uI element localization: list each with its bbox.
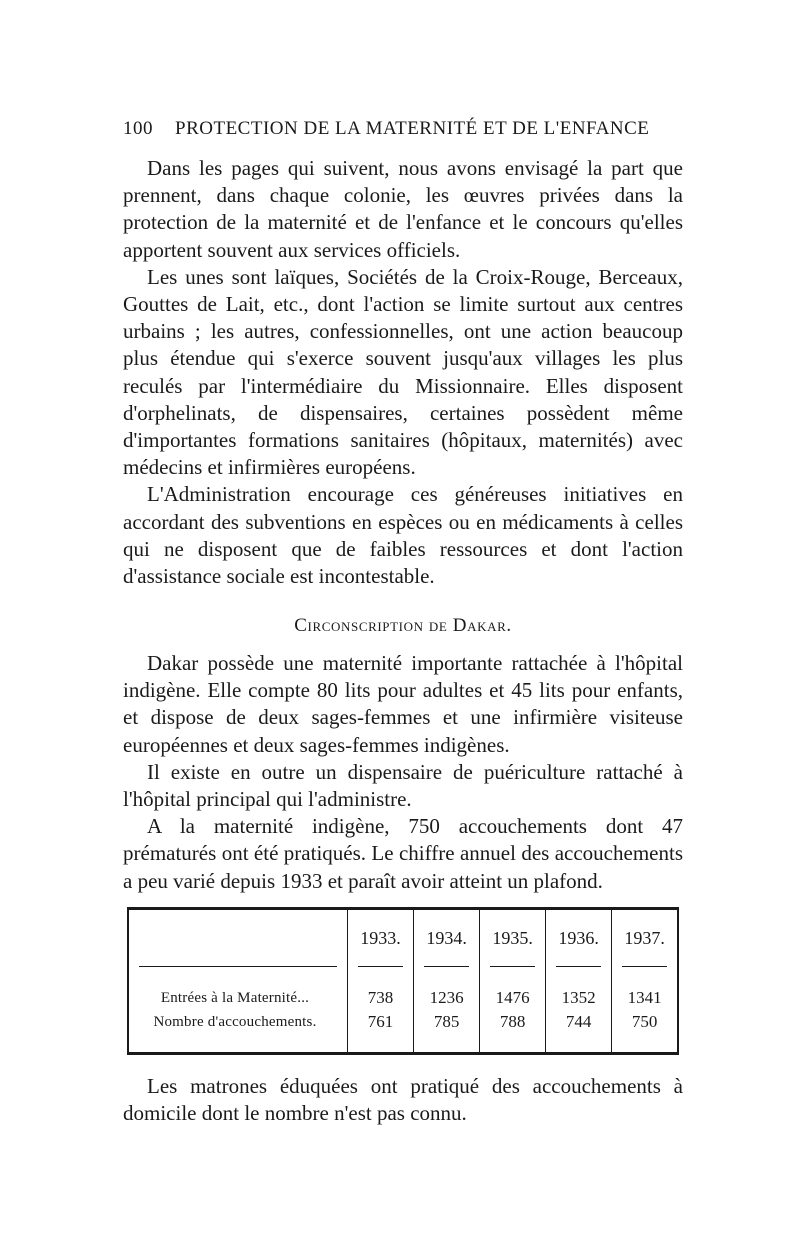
- table-cell: 1341: [612, 986, 677, 1010]
- year-header: 1933.: [348, 910, 414, 966]
- dakar-text: [123, 650, 683, 895]
- table-cell: 738: [348, 986, 414, 1010]
- year-header: 1935.: [480, 910, 546, 966]
- row-label: Nombre d'accouchements.: [153, 1013, 317, 1030]
- paragraph: Dakar possède une maternité importante rattachée à l'hôpital indigène. Elle compte 80 lits pour adultes et 45 lits pour enfants, et dispose de deux sages-femmes et une infirmière visiteuse européennes et deux sages-femmes indigènes.: [123, 651, 683, 757]
- row-label: Entrées à la Maternité...: [160, 989, 310, 1006]
- running-title: PROTECTION DE LA MATERNITÉ ET DE L'ENFANCE: [175, 118, 650, 139]
- year-header: 1936.: [546, 910, 612, 966]
- paragraph: Les matrones éduquées ont pratiqué des accouchements à domicile dont le nombre n'est pas connu.: [123, 1074, 683, 1126]
- table-cell: 1476: [480, 986, 546, 1010]
- table-cell: 1236: [414, 986, 480, 1010]
- paragraph: Les unes sont laïques, Sociétés de la Croix-Rouge, Berceaux, Gouttes de Lait, etc., dont l'action se limite surtout aux centres urbains ; les autres, confessionnelles, ont une action beaucoup plus étendue qui s'exerce souvent jusqu'aux villages les plus reculés par l'intermédiaire du Missionnaire. Elles disposent d'orphelinats, de dispensaires, certaines possèdent même d'importantes formations sanitaires (hôpitaux, maternités) avec médecins et infirmières européens.: [123, 264, 683, 480]
- table-cell: 750: [612, 1010, 677, 1034]
- table-header-row: [129, 910, 677, 966]
- running-header: [123, 118, 683, 140]
- table-cell: 785: [414, 1010, 480, 1034]
- closing-text: [123, 1073, 683, 1127]
- table-row: [129, 1010, 677, 1034]
- intro-text: [123, 155, 683, 590]
- empty-corner-cell: [129, 910, 348, 966]
- table-cell: 1352: [546, 986, 612, 1010]
- year-header: 1934.: [414, 910, 480, 966]
- statistics-table: [127, 907, 679, 1055]
- table-cell: 788: [480, 1010, 546, 1034]
- paragraph: Dans les pages qui suivent, nous avons envisagé la part que prennent, dans chaque colonie, les œuvres privées dans la protection de la maternité et de l'enfance et le concours qu'elles apportent souvent aux services officiels.: [123, 156, 683, 262]
- page-number: 100: [123, 118, 153, 139]
- table-cell: 761: [348, 1010, 414, 1034]
- table-row: [129, 986, 677, 1010]
- year-header: 1937.: [612, 910, 677, 966]
- table-cell: 744: [546, 1010, 612, 1034]
- paragraph: Il existe en outre un dispensaire de puériculture rattaché à l'hôpital principal qui l'administre.: [123, 759, 683, 812]
- section-heading: Circonscription de Dakar.: [294, 615, 512, 636]
- paragraph: A la maternité indigène, 750 accouchements dont 47 prématurés ont été pratiqués. Le chiffre annuel des accouchements a peu varié depuis 1933 et paraît avoir atteint un plafond.: [123, 814, 683, 893]
- paragraph: L'Administration encourage ces généreuses initiatives en accordant des subventions en espèces ou en médicaments à celles qui ne disposent que de faibles ressources et dont l'action d'assistance sociale est incontestable.: [123, 482, 683, 589]
